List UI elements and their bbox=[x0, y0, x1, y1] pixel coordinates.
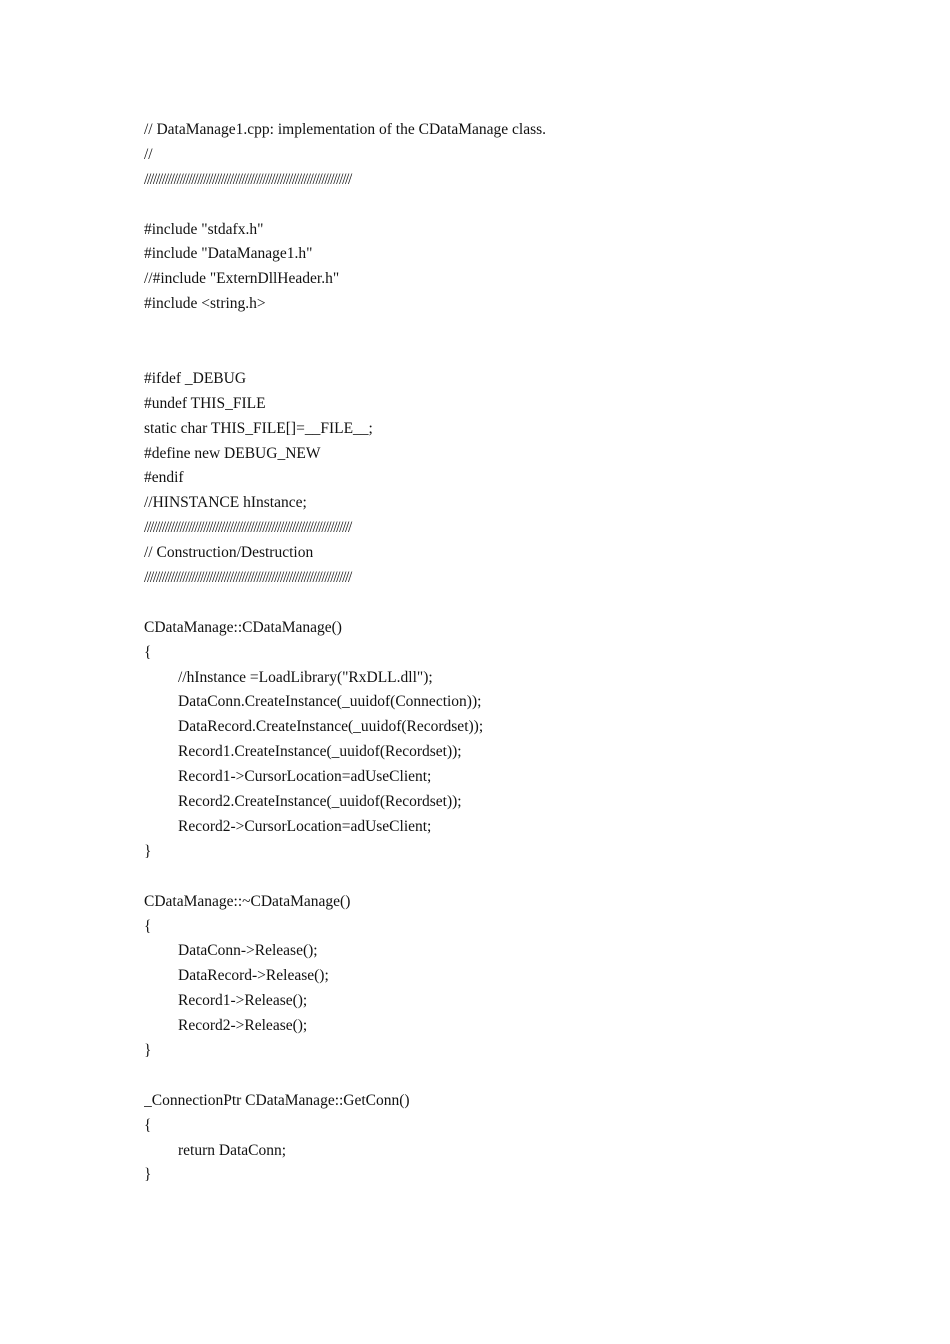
code-line: ////////////////////////////////////////////////////////////////////// bbox=[144, 569, 351, 587]
code-line: //#include "ExternDllHeader.h" bbox=[144, 270, 340, 288]
code-line: #include "DataManage1.h" bbox=[144, 245, 313, 263]
blank-line bbox=[144, 1064, 904, 1089]
code-line: } bbox=[144, 842, 152, 860]
code-line: #undef THIS_FILE bbox=[144, 394, 266, 412]
code-line: Record2.CreateInstance(_uuidof(Recordset)); bbox=[178, 793, 462, 811]
code-line: _ConnectionPtr CDataManage::GetConn() bbox=[144, 1091, 410, 1109]
code-line: static char THIS_FILE[]=__FILE__; bbox=[144, 419, 373, 437]
code-line: //HINSTANCE hInstance; bbox=[144, 494, 307, 512]
code-line: ////////////////////////////////////////////////////////////////////// bbox=[144, 519, 351, 537]
blank-line bbox=[144, 865, 904, 890]
code-line: { bbox=[144, 917, 152, 935]
code-line: //hInstance =LoadLibrary("RxDLL.dll"); bbox=[178, 668, 433, 686]
code-line: CDataManage::~CDataManage() bbox=[144, 892, 351, 910]
code-line: #ifdef _DEBUG bbox=[144, 369, 247, 387]
blank-line bbox=[144, 317, 904, 342]
blank-line bbox=[144, 342, 904, 367]
code-line: CDataManage::CDataManage() bbox=[144, 618, 342, 636]
code-line: #define new DEBUG_NEW bbox=[144, 444, 321, 462]
code-line: // DataManage1.cpp: implementation of the CDataManage class. bbox=[144, 121, 547, 138]
code-line: DataRecord->Release(); bbox=[178, 967, 329, 985]
code-line: } bbox=[144, 1166, 152, 1184]
code-line: { bbox=[144, 1116, 152, 1134]
code-line: #endif bbox=[144, 469, 184, 487]
code-line: Record1.CreateInstance(_uuidof(Recordset)); bbox=[178, 743, 462, 761]
code-line: #include <string.h> bbox=[144, 295, 266, 313]
code-line: // Construction/Destruction bbox=[144, 544, 314, 562]
blank-line bbox=[144, 193, 904, 218]
code-line: } bbox=[144, 1041, 152, 1059]
code-line: Record1->Release(); bbox=[178, 992, 308, 1010]
code-line: { bbox=[144, 643, 152, 661]
code-line: DataConn.CreateInstance(_uuidof(Connection)); bbox=[178, 693, 482, 711]
code-line: ////////////////////////////////////////////////////////////////////// bbox=[144, 170, 351, 188]
code-line: // bbox=[144, 145, 153, 163]
code-line: return DataConn; bbox=[178, 1141, 287, 1159]
source-code-listing bbox=[144, 118, 904, 1188]
code-line: DataRecord.CreateInstance(_uuidof(Recordset)); bbox=[178, 718, 484, 736]
code-line: #include "stdafx.h" bbox=[144, 220, 264, 238]
code-line: Record2->CursorLocation=adUseClient; bbox=[178, 817, 432, 835]
blank-line bbox=[144, 591, 904, 616]
code-line: DataConn->Release(); bbox=[178, 942, 318, 960]
code-line: Record1->CursorLocation=adUseClient; bbox=[178, 768, 432, 786]
code-line: Record2->Release(); bbox=[178, 1017, 308, 1035]
